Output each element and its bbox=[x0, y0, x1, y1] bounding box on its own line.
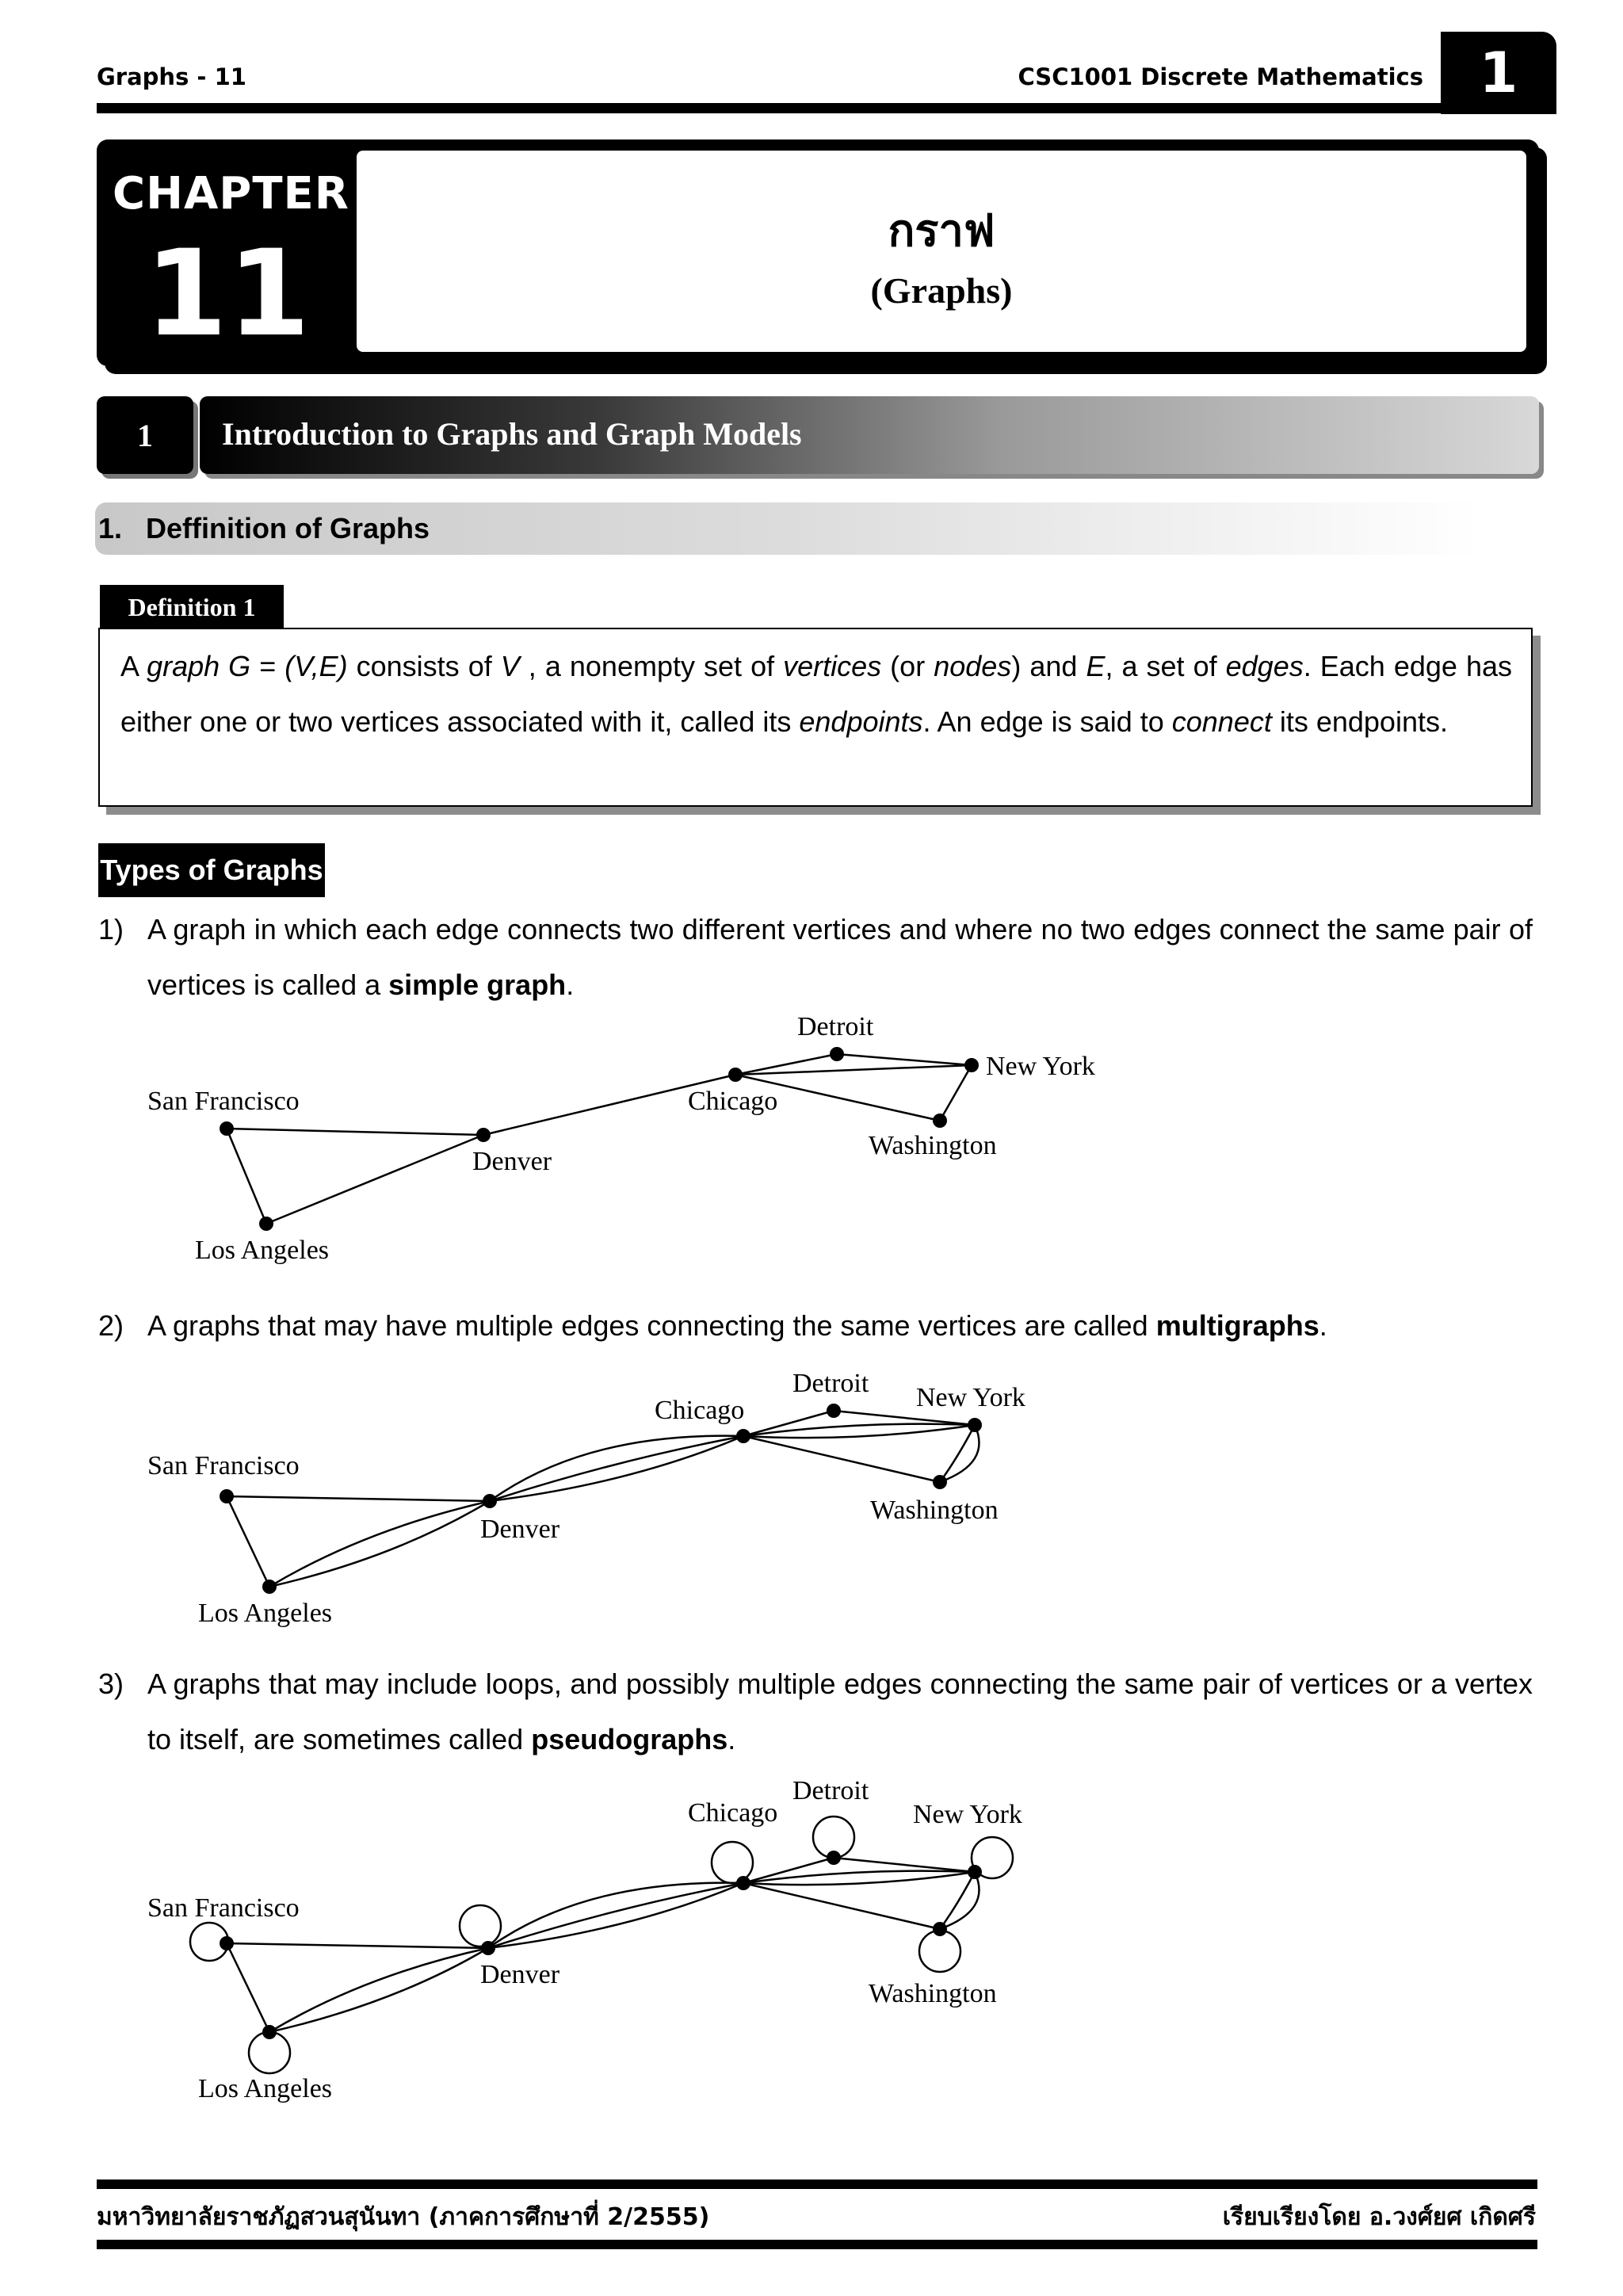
label-los-angeles: Los Angeles bbox=[195, 1236, 330, 1265]
label-new-york: New York bbox=[913, 1800, 1022, 1829]
pseudograph-diagram bbox=[0, 1775, 1189, 2124]
footer-author: เรียบเรียงโดย อ.วงศ์ยศ เกิดศรี bbox=[1222, 2203, 1536, 2231]
header-rule bbox=[97, 103, 1555, 113]
label-chicago: Chicago bbox=[655, 1396, 745, 1425]
label-new-york: New York bbox=[916, 1383, 1025, 1412]
types-of-graphs-label: Types of Graphs bbox=[98, 843, 325, 897]
node-new-york bbox=[968, 1865, 982, 1879]
node-chicago bbox=[736, 1429, 750, 1443]
footer-university: มหาวิทยาลัยราชภัฏสวนสุนันทา (ภาคการศึกษาที่ 2/2555) bbox=[97, 2203, 710, 2231]
label-los-angeles: Los Angeles bbox=[198, 2074, 333, 2103]
node-washington bbox=[933, 1114, 947, 1128]
list-item-simple-graph: 1) A graph in which each edge connects two different vertices and where no two edges connect the same pair of vertices is called a simple graph. bbox=[98, 913, 1533, 1001]
simple-graph-diagram bbox=[0, 999, 1189, 1284]
definition-box bbox=[98, 628, 1533, 807]
node-detroit bbox=[830, 1047, 844, 1061]
node-new-york bbox=[964, 1058, 979, 1072]
list-item-pseudograph: 3) A graphs that may include loops, and possibly multiple edges connecting the same pair of vertices or a vertex to itself, are sometimes called pseudographs. bbox=[98, 1668, 1533, 1755]
node-chicago bbox=[736, 1876, 750, 1890]
label-chicago: Chicago bbox=[688, 1798, 778, 1828]
node-denver bbox=[481, 1941, 495, 1955]
label-detroit: Detroit bbox=[797, 1012, 874, 1041]
page-number: 1 bbox=[1441, 32, 1556, 114]
footer-rule-bottom bbox=[97, 2240, 1537, 2249]
node-los-angeles bbox=[259, 1217, 273, 1231]
chapter-title-english: (Graphs) bbox=[870, 270, 1013, 311]
node-washington bbox=[933, 1475, 947, 1489]
section-number: 1 bbox=[97, 396, 193, 474]
header-course-title: CSC1001 Discrete Mathematics bbox=[1018, 63, 1423, 90]
node-los-angeles bbox=[262, 1580, 277, 1594]
label-chicago: Chicago bbox=[688, 1087, 778, 1116]
list-item-multigraph: 2) A graphs that may have multiple edges connecting the same vertices are called multigraphs. bbox=[98, 1309, 1327, 1342]
chapter-number: 11 bbox=[144, 225, 311, 363]
label-washington: Washington bbox=[869, 1979, 997, 2008]
node-new-york bbox=[968, 1418, 982, 1432]
node-detroit bbox=[827, 1404, 841, 1418]
node-denver bbox=[483, 1494, 497, 1508]
label-los-angeles: Los Angeles bbox=[198, 1599, 333, 1628]
node-san-francisco bbox=[220, 1489, 234, 1503]
header-left-title: Graphs - 11 bbox=[97, 63, 246, 90]
label-washington: Washington bbox=[869, 1131, 997, 1160]
node-washington bbox=[933, 1922, 947, 1936]
label-washington: Washington bbox=[870, 1496, 999, 1525]
node-san-francisco bbox=[220, 1936, 234, 1950]
footer-rule-top bbox=[97, 2179, 1537, 2189]
label-denver: Denver bbox=[480, 1515, 560, 1544]
label-san-francisco: San Francisco bbox=[147, 1087, 300, 1116]
chapter-title-thai: กราฟ bbox=[888, 205, 995, 257]
chapter-label: CHAPTER bbox=[113, 168, 349, 220]
section-title: Introduction to Graphs and Graph Models bbox=[222, 416, 802, 452]
node-denver bbox=[476, 1128, 491, 1142]
node-san-francisco bbox=[220, 1121, 234, 1136]
label-detroit: Detroit bbox=[792, 1369, 869, 1398]
node-los-angeles bbox=[262, 2025, 277, 2039]
label-san-francisco: San Francisco bbox=[147, 1451, 300, 1480]
label-san-francisco: San Francisco bbox=[147, 1893, 300, 1923]
definition-text: A graph G = (V,E) consists of V , a nonempty set of vertices (or nodes) and E, a set of edges. Each edge has either one or two vertices associated with it, called its endpoints. An edge is said to connect its endpoints. bbox=[120, 650, 1513, 738]
multigraph-diagram bbox=[0, 1363, 1189, 1648]
node-chicago bbox=[728, 1068, 743, 1082]
definition-label: Definition 1 bbox=[100, 585, 284, 629]
node-detroit bbox=[827, 1851, 841, 1865]
label-detroit: Detroit bbox=[792, 1776, 869, 1805]
label-new-york: New York bbox=[986, 1052, 1095, 1081]
label-denver: Denver bbox=[472, 1147, 552, 1176]
subsection-title: 1. Deffinition of Graphs bbox=[98, 512, 430, 544]
label-denver: Denver bbox=[480, 1960, 560, 1989]
